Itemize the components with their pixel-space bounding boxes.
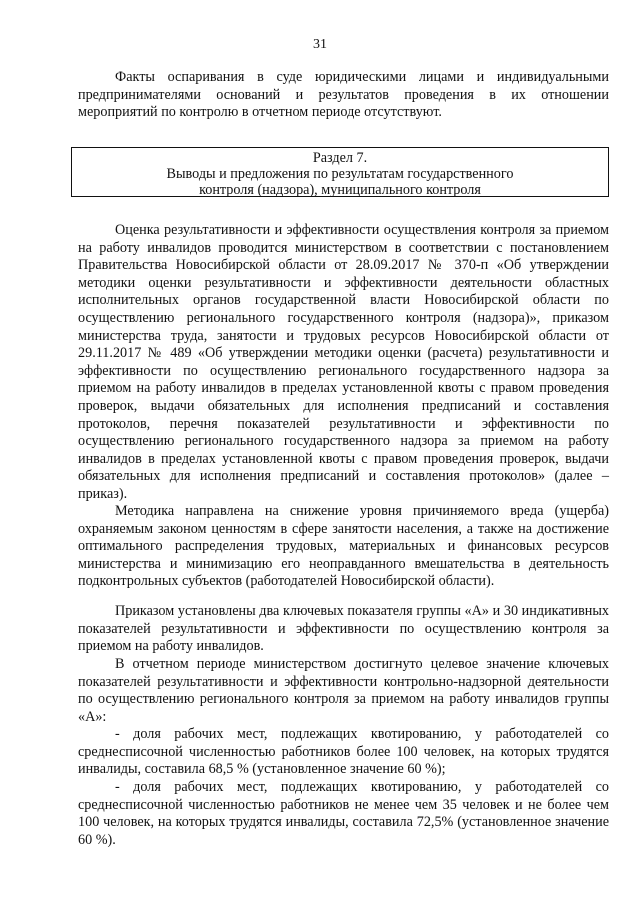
paragraph-reporting-period: В отчетном периоде министерством достигнуто целевое значение ключевых показателей результативности и эффективности контрольно-надзорной деятельности по осуществлению регионального контроля за приемом на работу инвалидов группы «А»: — [78, 656, 609, 725]
list-item-quota-over-100: - доля рабочих мест, подлежащих квотированию, у работодателей со среднесписочной численностью работников более 100 человек, на которых трудятся инвалиды, составила 68,5 % (установленное значение 60 %); — [78, 726, 609, 778]
section-label: Раздел 7. — [312, 150, 368, 166]
intro-paragraph: Факты оспаривания в суде юридическими лицами и индивидуальными предпринимателями оснований и результатов проведения в их отношении мероприятий по контролю в отчетном периоде отсутствуют. — [78, 69, 609, 121]
paragraph-methodology-purpose: Методика направлена на снижение уровня причиняемого вреда (ущерба) охраняемым законом ценностям в сфере занятости населения, а также на достижение оптимального распределения трудовых, материальных и финансовых ресурсов министерства и минимизацию его неоправданного вмешательства в деятельность подконтрольных субъектов (работодателей Новосибирской области). — [78, 503, 609, 590]
page-number: 31 — [313, 37, 327, 52]
section-title-line1: Выводы и предложения по результатам государственного — [166, 166, 514, 182]
section-title-line2: контроля (надзора), муниципального контроля — [199, 182, 481, 198]
list-item-quota-35-100: - доля рабочих мест, подлежащих квотированию, у работодателей со среднесписочной численностью работников не менее чем 35 человек и не более чем 100 человек, на которых трудятся инвалиды, составила 72,5% (установленное значение 60 %). — [78, 779, 609, 848]
section-heading-box — [71, 147, 609, 197]
paragraph-indicators: Приказом установлены два ключевых показателя группы «А» и 30 индикативных показателей результативности и эффективности по осуществлению контроля за приемом на работу инвалидов. — [78, 603, 609, 655]
paragraph-evaluation-method: Оценка результативности и эффективности осуществления контроля за приемом на работу инвалидов проводится министерством в соответствии с постановлением Правительства Новосибирской области от 28.09.2017 № 370-п «Об утверждении методики оценки результативности и эффективности деятельности областных исполнительных органов государственной власти Новосибирской области по осуществлению регионального государственного контроля (надзора)», приказом министерства труда, занятости и трудовых ресурсов Новосибирской области от 29.11.2017 № 489 «Об утверждении методики оценки (расчета) результативности и эффективности по осуществлению регионального государственного надзора за приемом на работу инвалидов в пределах установленной квоты с правом проведения проверок, выдачи обязательных для исполнения предписаний и составления протоколов, перечня показателей результативности и эффективности по осуществлению регионального государственного надзора за приемом на работу инвалидов в пределах установленной квоты с правом проведения проверок, выдачи обязательных для исполнения предписаний и составления протоколов» (далее – приказ). — [78, 222, 609, 502]
